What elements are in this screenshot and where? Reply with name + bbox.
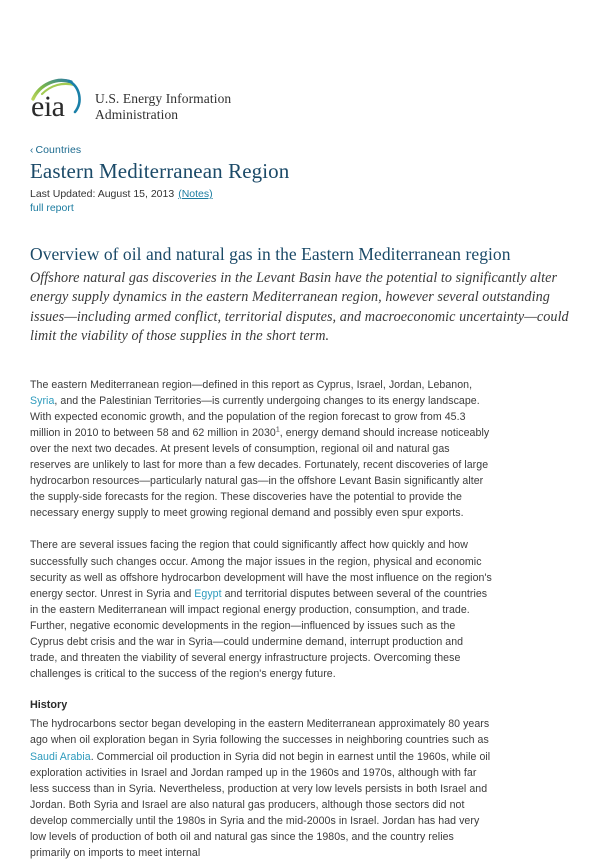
hist-text-2: . Commercial oil production in Syria did not begin in earnest until the 1960s, while oil exploration activities in Israel and Jordan ramped up in the 1960s and 1970s, although with far less success than in Syria. Nevertheless, production at very low levels persists in both Israel and Jordan. Both Syria and Israel are also natural gas producers, although those sectors did not develop commercially until the 1980s in Syria and the mid-2000s in Israel. Jordan has had very low levels of production of both oil and natural gas since the 1980s, and the country relies primarily on imports to meet internal (30, 750, 491, 860)
hist-text-1: The hydrocarbons sector began developing in the eastern Mediterranean approximately 80 years ago when oil exploration began in Syria following the successes in neighboring countries such as (30, 718, 490, 747)
p2-text-1: There are several issues facing the region that could significantly affect how quickly and how successfully such changes occur. Among the major issues in the region, physical and economic security as well as offshore hydrocarbon development will have the most influence on the region's energy sector. Unrest in Syria and (30, 539, 492, 600)
spacer (30, 214, 570, 243)
last-updated (30, 188, 570, 200)
link-egypt[interactable]: Egypt (194, 587, 222, 600)
overview-heading: Overview of oil and natural gas in the Eastern Mediterranean region (30, 244, 511, 264)
full-report-row (30, 202, 570, 214)
agency-line-2: Administration (95, 106, 179, 122)
history-heading: History (30, 699, 68, 712)
last-updated-text: Last Updated: August 15, 2013 (30, 188, 175, 200)
notes-link[interactable]: (Notes) (178, 188, 213, 200)
eia-logotype: eia (31, 90, 65, 123)
footnote-marker-1[interactable]: 1 (275, 426, 280, 434)
p1-text-2: , and the Palestinian Territories—is currently undergoing changes to its energy landscape. With expected economic growth, and the population of the region forecast to grow from 45.3 million in 2010 to between 58 and 62 million in 2030 (30, 394, 480, 439)
p1-text-3: , energy demand should increase noticeably over the next two decades. At present levels of consumption, regional oil and natural gas reserves are unlikely to last for more than a few decades. Fortunately, recent discoveries of large hydrocarbon resources—particularly natural gas—in the offshore Levant Basin significantly alter the supply-side forecasts for the region. These discoveries have the potential to provide the necessary energy supply to meet growing regional demand and possibly even spur exports. (30, 426, 490, 520)
article-body (30, 377, 570, 861)
overview-lede: Offshore natural gas discoveries in the Levant Basin have the potential to significantly alter energy supply dynamics in the eastern Mediterranean region, however several outstanding issues—including armed conflict, territorial disputes, and macroeconomic uncertainty—could limit the viability of those supplies in the short term. (30, 270, 569, 345)
paragraph-2 (30, 537, 492, 682)
eia-logo[interactable] (30, 78, 88, 128)
breadcrumb-item-countries[interactable]: Countries (35, 144, 82, 156)
p2-text-2: and territorial disputes between several of the countries in the eastern Mediterranean will impact regional energy production, consumption, and trade. Further, negative economic developments in the region—influenced by issues such as the Cyprus debt crisis and the war in Syria—could undermine demand, interrupt production and trade, and threaten the viability of several energy infrastructure projects. Overcoming these challenges is critical to the success of the region's energy future. (30, 587, 488, 681)
p1-text-1: The eastern Mediterranean region—defined in this report as Cyprus, Israel, Jordan, Lebanon, (30, 378, 473, 391)
link-saudi-arabia[interactable]: Saudi Arabia (30, 750, 91, 763)
breadcrumb[interactable] (30, 144, 570, 156)
link-syria[interactable]: Syria (30, 394, 55, 407)
paragraph-history (30, 716, 492, 861)
chevron-left-icon: ‹ (30, 145, 34, 156)
full-report-link[interactable]: full report (30, 202, 74, 214)
site-masthead (30, 78, 570, 132)
paragraph-1 (30, 377, 492, 522)
agency-wordmark (95, 78, 231, 122)
agency-line-1: U.S. Energy Information (95, 91, 232, 106)
page-title: Eastern Mediterranean Region (30, 159, 290, 183)
